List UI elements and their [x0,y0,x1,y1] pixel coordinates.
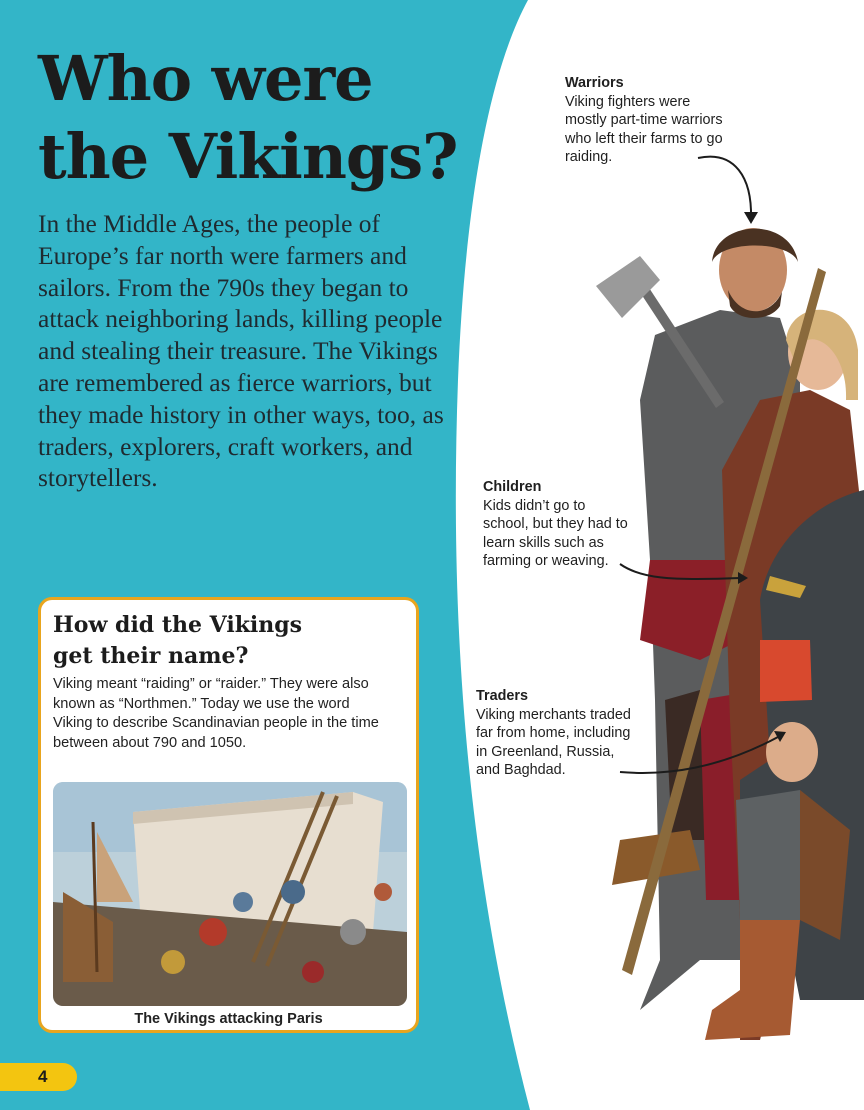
children-label [483,478,633,571]
page-title-line-1: Who were [38,42,373,115]
intro-paragraph: In the Middle Ages, the people of Europe’s far north were farmers and sailors. From the 790s they began to attack neighboring lands, killing people and stealing their treasure. The Vikings are remembered as fierce warriors, but they made history in other ways, too, as traders, explorers, craft workers, and storytellers. [38,209,444,493]
page-number-tab [0,1063,77,1091]
traders-label-title: Traders [476,688,528,704]
name-origin-box [38,597,419,1033]
vikings-attacking-paris-image [53,782,407,1006]
warriors-label [565,74,725,167]
traders-label [476,687,636,780]
box-title [53,610,353,672]
traders-label-body: Viking merchants traded far from home, including in Greenland, Russia, and Baghdad. [476,706,631,778]
box-title-line-1: How did the Vikings [53,612,303,638]
children-label-body: Kids didn’t go to school, but they had to learn skills such as farming or weaving. [483,497,628,569]
page-title-line-2: the Vikings? [38,120,458,193]
children-label-title: Children [483,479,542,495]
box-body: Viking meant “raiding” or “raider.” They were also known as “Northmen.” Today we use the word Viking to describe Scandinavian people in the time between about 790 and 1050. [53,676,379,751]
image-caption: The Vikings attacking Paris [134,1011,323,1027]
box-title-line-2: get their name? [53,643,249,669]
warriors-label-body: Viking fighters were mostly part-time warriors who left their farms to go raiding. [565,93,723,165]
page-number: 4 [38,1067,48,1086]
warriors-label-title: Warriors [565,75,624,91]
